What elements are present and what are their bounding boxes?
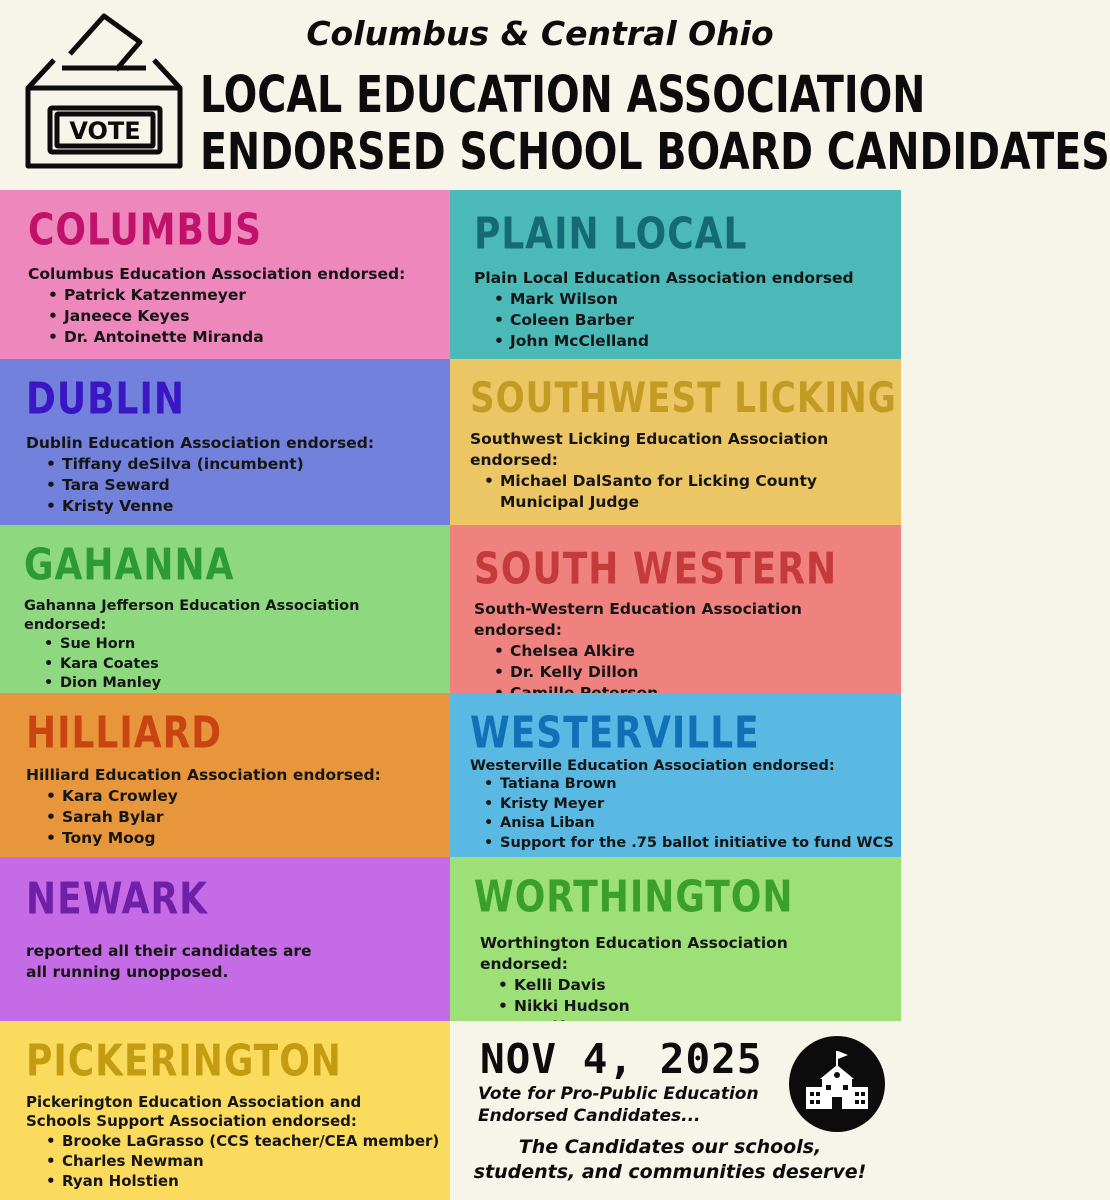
district-name: WORTHINGTON xyxy=(474,871,794,923)
district-name: SOUTHWEST LICKING xyxy=(470,373,897,423)
list-item: • Kara Coates xyxy=(44,655,428,675)
vote-label: VOTE xyxy=(69,117,141,145)
title-line-2: ENDORSED SCHOOL BOARD CANDIDATES xyxy=(200,123,1110,182)
election-footer xyxy=(450,1021,901,1200)
list-item: • Chelsea Alkire xyxy=(494,641,879,662)
list-item: • Tony Moog xyxy=(46,828,428,849)
district-intro: Pickerington Education Association and Schools Support Association endorsed: xyxy=(26,1093,362,1130)
list-item: • Sue Horn xyxy=(44,635,428,655)
vote-line-1: Vote for Pro-Public Education xyxy=(478,1084,759,1104)
district-name: HILLIARD xyxy=(26,707,223,759)
list-item: • Anisa Liban xyxy=(484,814,879,834)
district-intro: Gahanna Jefferson Education Association endorsed: xyxy=(24,598,360,633)
candidate-list xyxy=(28,285,428,348)
subtitle: Columbus & Central Ohio xyxy=(306,14,774,53)
district-intro: South-Western Education Association endorsed: xyxy=(474,600,802,639)
district-intro: Plain Local Education Association endorsed xyxy=(474,269,854,287)
district-intro: Columbus Education Association endorsed: xyxy=(28,265,406,283)
candidate-list xyxy=(26,1131,440,1191)
ballot-box-icon xyxy=(22,8,192,178)
list-item: • Coleen Barber xyxy=(494,310,879,331)
list-item: • Dr. Kelly Dillon xyxy=(494,662,879,683)
candidate-list xyxy=(474,289,879,352)
list-item: • Janeece Keyes xyxy=(48,306,428,327)
list-item: • Mark Wilson xyxy=(494,289,879,310)
district-name: WESTERVILLE xyxy=(470,707,760,759)
list-item: • Dr. Antoinette Miranda xyxy=(48,327,428,348)
district-intro: reported all their candidates are all running unopposed. xyxy=(26,942,312,981)
list-item: • Michael DalSanto for Licking County Municipal Judge xyxy=(484,471,820,513)
panel-worthington xyxy=(450,857,901,1021)
panel-south-western xyxy=(450,525,901,693)
district-name: PLAIN LOCAL xyxy=(474,208,748,260)
list-item: • Dion Manley xyxy=(44,674,428,694)
district-name: PICKERINGTON xyxy=(26,1035,342,1087)
list-item: • Tatiana Brown xyxy=(484,775,879,795)
list-item: • Kelli Davis xyxy=(498,975,879,996)
district-intro: Westerville Education Association endorsed: xyxy=(470,758,835,774)
panel-pickerington xyxy=(0,1021,450,1200)
district-name: DUBLIN xyxy=(26,373,185,425)
district-intro: Hilliard Education Association endorsed: xyxy=(26,766,381,784)
panel-newark xyxy=(0,857,450,1021)
panel-westerville xyxy=(450,693,901,857)
candidate-list xyxy=(470,775,894,853)
school-building-icon xyxy=(788,1035,886,1133)
title-line-1: LOCAL EDUCATION ASSOCIATION xyxy=(200,66,926,125)
list-item: • Brooke LaGrasso (CCS teacher/CEA member) xyxy=(46,1131,428,1151)
panel-plain-local xyxy=(450,190,901,359)
list-item: • Ryan Holstien xyxy=(46,1171,428,1191)
list-item: • Kara Crowley xyxy=(46,786,428,807)
list-item: • Support for the .75 ballot initiative to fund WCS xyxy=(484,834,879,854)
district-intro: Worthington Education Association endorsed: xyxy=(480,934,788,973)
tagline: The Candidates our schools, students, and communities deserve! xyxy=(473,1136,867,1183)
district-name: GAHANNA xyxy=(24,539,235,591)
list-item: • Tara Seward xyxy=(46,475,428,496)
district-name: NEWARK xyxy=(26,873,209,925)
panel-gahanna xyxy=(0,525,450,693)
list-item: • Nikki Hudson xyxy=(498,996,879,1017)
list-item: • Sarah Bylar xyxy=(46,807,428,828)
district-intro: Southwest Licking Education Association endorsed: xyxy=(470,430,829,469)
list-item: • Kristy Venne xyxy=(46,496,428,517)
list-item: • Tiffany deSilva (incumbent) xyxy=(46,454,428,475)
candidate-list xyxy=(470,471,879,513)
list-item: • John McClelland xyxy=(494,331,879,352)
district-intro: Dublin Education Association endorsed: xyxy=(26,434,375,452)
header xyxy=(0,0,1110,190)
vote-line-2: Endorsed Candidates... xyxy=(478,1106,701,1126)
panel-columbus xyxy=(0,190,450,359)
candidate-list xyxy=(26,454,428,517)
list-item: • Kristy Meyer xyxy=(484,795,879,815)
candidate-list xyxy=(26,786,428,849)
panel-hilliard xyxy=(0,693,450,857)
panel-southwest-licking xyxy=(450,359,901,525)
district-name: COLUMBUS xyxy=(28,204,263,256)
list-item: • Charles Newman xyxy=(46,1151,428,1171)
panel-dublin xyxy=(0,359,450,525)
election-date: NOV 4, 2025 xyxy=(480,1035,763,1083)
list-item: • Patrick Katzenmeyer xyxy=(48,285,428,306)
district-name: SOUTH WESTERN xyxy=(474,543,838,595)
